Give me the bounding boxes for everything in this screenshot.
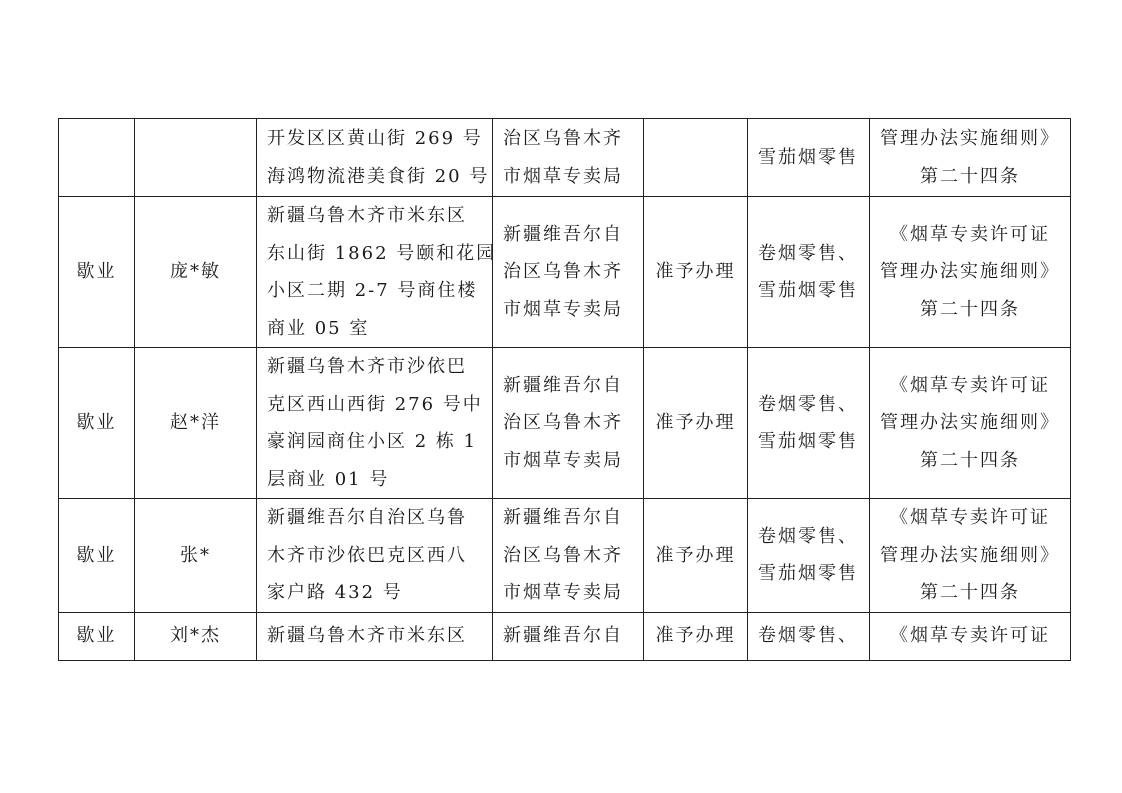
address-line: 木齐市沙依巴克区西八 [267,544,467,566]
table-row [59,612,1071,660]
basis-line: 第二十四条 [920,165,1020,187]
address-line: 豪润园商住小区 2 栋 1 [267,431,478,452]
table-body [59,119,1071,661]
authority-line: 治区乌鲁木齐 [503,261,623,283]
name-cell: 庞*敏 [135,197,257,348]
basis-line: 管理办法实施细则》 [880,544,1060,566]
business-line: 卷烟零售、 [758,525,858,547]
address-line: 开发区区黄山街 269 号 [267,128,483,149]
address-line: 层商业 01 号 [267,468,390,490]
status-cell: 歇业 [59,499,135,613]
business-line: 雪茄烟零售 [758,431,858,452]
authority-line: 治区乌鲁木齐 [503,412,623,434]
name-cell: 赵*洋 [135,348,257,499]
status-cell: 歇业 [59,348,135,499]
table-row [59,197,1071,348]
business-line: 雪茄烟零售 [758,280,858,301]
address-cell [257,119,493,197]
address-line: 海鸿物流港美食街 20 号 [267,165,490,187]
business-cell [748,197,870,348]
basis-line: 第二十四条 [920,298,1020,320]
basis-cell [870,348,1071,499]
business-line: 雪茄烟零售 [758,146,858,168]
basis-line: 管理办法实施细则》 [880,128,1060,149]
address-line: 新疆乌鲁木齐市米东区 [267,625,467,647]
authority-line: 新疆维吾尔自 [503,374,623,396]
authority-line: 市烟草专卖局 [503,449,623,471]
address-line: 新疆乌鲁木齐市米东区 [267,205,467,226]
business-line: 卷烟零售、 [758,393,858,415]
address-line: 商业 05 室 [267,317,370,339]
decision-cell: 准予办理 [644,499,748,613]
basis-line: 《烟草专卖许可证 [890,374,1050,396]
basis-line: 《烟草专卖许可证 [890,507,1050,528]
address-cell [257,348,493,499]
basis-line: 管理办法实施细则》 [880,412,1060,434]
business-line: 卷烟零售、 [758,625,858,647]
authority-cell [493,119,644,197]
basis-cell [870,197,1071,348]
basis-cell [870,499,1071,613]
table-row [59,119,1071,197]
authority-line: 新疆维吾尔自 [503,625,623,647]
business-line: 卷烟零售、 [758,242,858,264]
license-table [58,118,1071,661]
decision-cell: 准予办理 [644,612,748,660]
business-line: 雪茄烟零售 [758,563,858,585]
business-cell [748,119,870,197]
business-cell [748,499,870,613]
basis-cell [870,612,1071,660]
decision-cell: 准予办理 [644,348,748,499]
address-line: 新疆乌鲁木齐市沙依巴 [267,356,467,377]
authority-line: 治区乌鲁木齐 [503,128,623,149]
authority-cell [493,499,644,613]
authority-line: 治区乌鲁木齐 [503,544,623,566]
basis-line: 《烟草专卖许可证 [890,625,1050,647]
status-cell: 歇业 [59,612,135,660]
basis-line: 第二十四条 [920,582,1020,603]
name-cell: 刘*杰 [135,612,257,660]
basis-line: 第二十四条 [920,449,1020,471]
decision-cell: 准予办理 [644,197,748,348]
business-cell [748,612,870,660]
address-line: 克区西山西街 276 号中 [267,393,483,415]
address-line: 小区二期 2-7 号商住楼 [267,280,478,301]
status-cell [59,119,135,197]
table-row [59,499,1071,613]
basis-line: 《烟草专卖许可证 [890,223,1050,245]
address-line: 家户路 432 号 [267,582,403,603]
authority-line: 市烟草专卖局 [503,582,623,603]
decision-cell [644,119,748,197]
authority-line: 新疆维吾尔自 [503,507,623,528]
authority-line: 市烟草专卖局 [503,165,623,187]
authority-cell [493,612,644,660]
address-cell [257,612,493,660]
address-line: 东山街 1862 号颐和花园 [267,242,497,264]
address-cell [257,197,497,348]
name-cell: 张* [135,499,257,613]
status-cell: 歇业 [59,197,135,348]
basis-cell [870,119,1071,197]
authority-line: 新疆维吾尔自 [503,223,623,245]
address-line: 新疆维吾尔自治区乌鲁 [267,507,467,528]
address-cell [257,499,493,613]
authority-cell [493,197,644,348]
name-cell [135,119,257,197]
table-row [59,348,1071,499]
business-cell [748,348,870,499]
authority-cell [493,348,644,499]
authority-line: 市烟草专卖局 [503,298,623,320]
basis-line: 管理办法实施细则》 [880,261,1060,283]
